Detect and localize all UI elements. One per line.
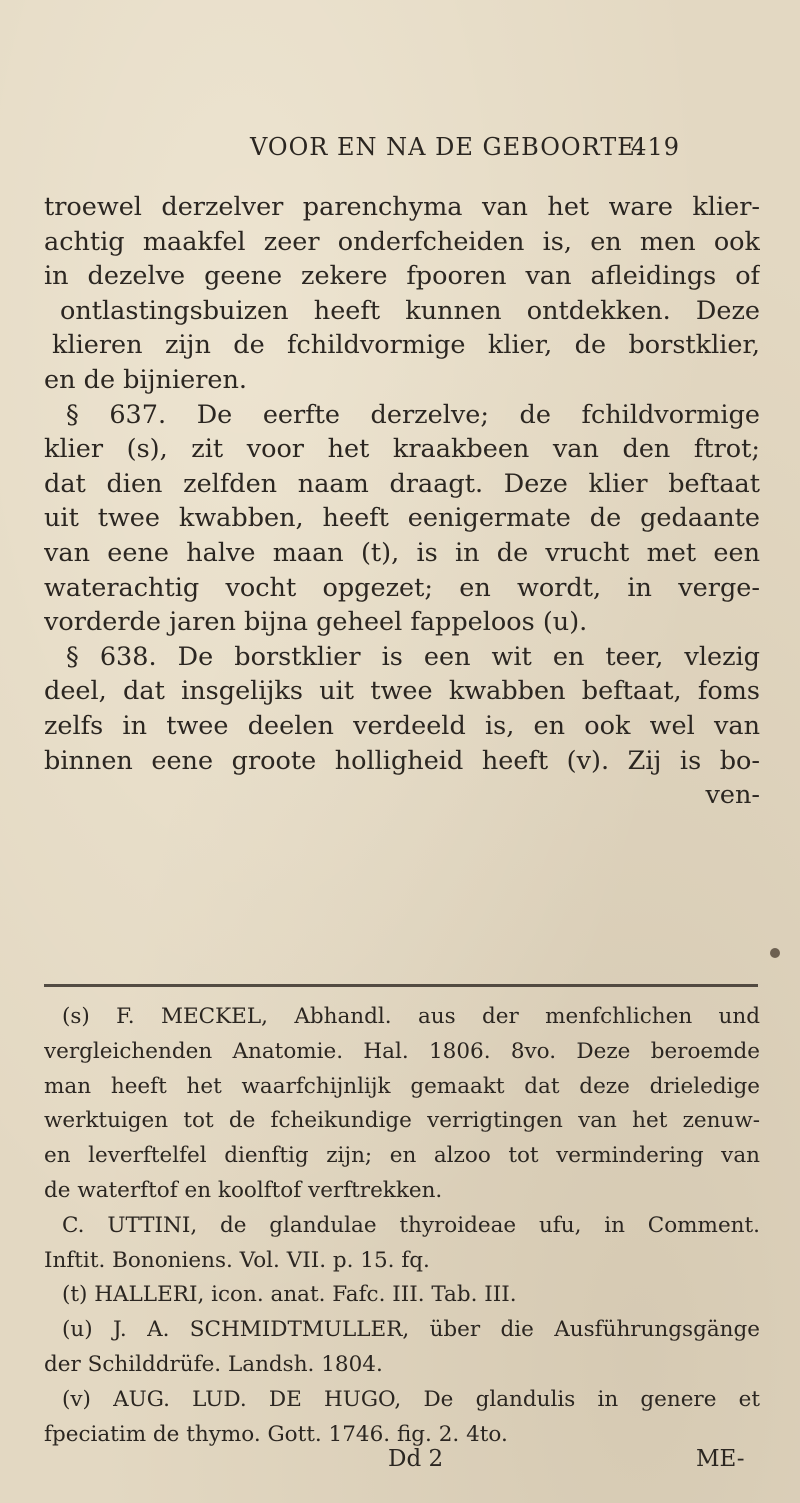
text-line: en de bijnieren. bbox=[44, 364, 248, 395]
footnote-line: der Schilddrüfe. Landsh. 1804. bbox=[44, 1351, 383, 1377]
footnote-line: man heeft het waarfchijnlijk gemaakt dat deze drieledige bbox=[44, 1073, 760, 1099]
footnote-line: en leverftelfel dienftig zijn; en alzoo tot vermindering van bbox=[44, 1143, 760, 1169]
running-head bbox=[250, 133, 680, 173]
text-line: van eene halve maan (t), is in de vrucht met een bbox=[44, 537, 760, 568]
text-line: troewel derzelver parenchyma van het ware klier- bbox=[44, 192, 760, 222]
footnote-line: fpeciatim de thymo. Gott. 1746. fig. 2. 4to. bbox=[44, 1421, 508, 1447]
footnote-divider bbox=[44, 984, 758, 987]
text-line: klier (s), zit voor het kraakbeen van den ftrot; bbox=[44, 434, 760, 465]
text-line: zelfs in twee deelen verdeeld is, en ook wel van bbox=[44, 710, 760, 741]
footnote-line: vergleichenden Anatomie. Hal. 1806. 8vo. Deze beroemde bbox=[44, 1038, 760, 1064]
catchword: ME- bbox=[696, 1446, 745, 1472]
running-head-title: VOOR EN NA DE GEBOORTE. bbox=[250, 133, 645, 161]
signature-line bbox=[0, 1446, 800, 1486]
footnote-line: de waterftof en koolftof verftrekken. bbox=[44, 1177, 443, 1203]
footnote-line: (v) AUG. LUD. DE HUGO, De glandulis in genere et bbox=[62, 1386, 760, 1412]
ink-speck bbox=[770, 948, 780, 958]
text-line: binnen eene groote holligheid heeft (v). Zij is bo- bbox=[44, 745, 760, 776]
footnote-line: (t) HALLERI, icon. anat. Fafc. III. Tab. III. bbox=[62, 1282, 517, 1308]
main-text bbox=[44, 190, 760, 813]
page-number: 419 bbox=[631, 133, 680, 161]
signature-mark: Dd 2 bbox=[388, 1446, 444, 1472]
text-line: § 638. De borstklier is een wit en teer, vlezig bbox=[66, 641, 760, 672]
footnotes bbox=[44, 1000, 760, 1452]
text-line: waterachtig vocht opgezet; en wordt, in verge- bbox=[44, 572, 760, 603]
text-line: dat dien zelfden naam draagt. Deze klier beftaat bbox=[44, 468, 760, 499]
footnote-line: (u) J. A. SCHMIDTMULLER, über die Ausführungsgänge bbox=[62, 1317, 760, 1343]
text-line: uit twee kwabben, heeft eenigermate de gedaante bbox=[44, 503, 760, 534]
text-line: ontlastingsbuizen heeft kunnen ontdekken. Deze bbox=[60, 295, 760, 326]
footnote-line: C. UTTINI, de glandulae thyroideae ufu, in Comment. bbox=[62, 1212, 760, 1238]
text-line: § 637. De eerfte derzelve; de fchildvormige bbox=[66, 399, 760, 430]
text-line: deel, dat insgelijks uit twee kwabben beftaat, foms bbox=[44, 676, 760, 707]
footnote-line: (s) F. MECKEL, Abhandl. aus der menfchlichen und bbox=[62, 1004, 760, 1029]
text-line: vorderde jaren bijna geheel fappeloos (u). bbox=[44, 607, 588, 638]
text-line: ven- bbox=[705, 780, 760, 811]
footnote-line: Inftit. Bononiens. Vol. VII. p. 15. fq. bbox=[44, 1247, 430, 1273]
text-line: achtig maakfel zeer onderfcheiden is, en men ook bbox=[44, 226, 760, 257]
text-line: klieren zijn de fchildvormige klier, de borstklier, bbox=[52, 330, 760, 361]
text-line: in dezelve geene zekere fpooren van afleidings of bbox=[44, 261, 760, 292]
footnote-line: werktuigen tot de fcheikundige verrigtingen van het zenuw- bbox=[44, 1108, 760, 1134]
